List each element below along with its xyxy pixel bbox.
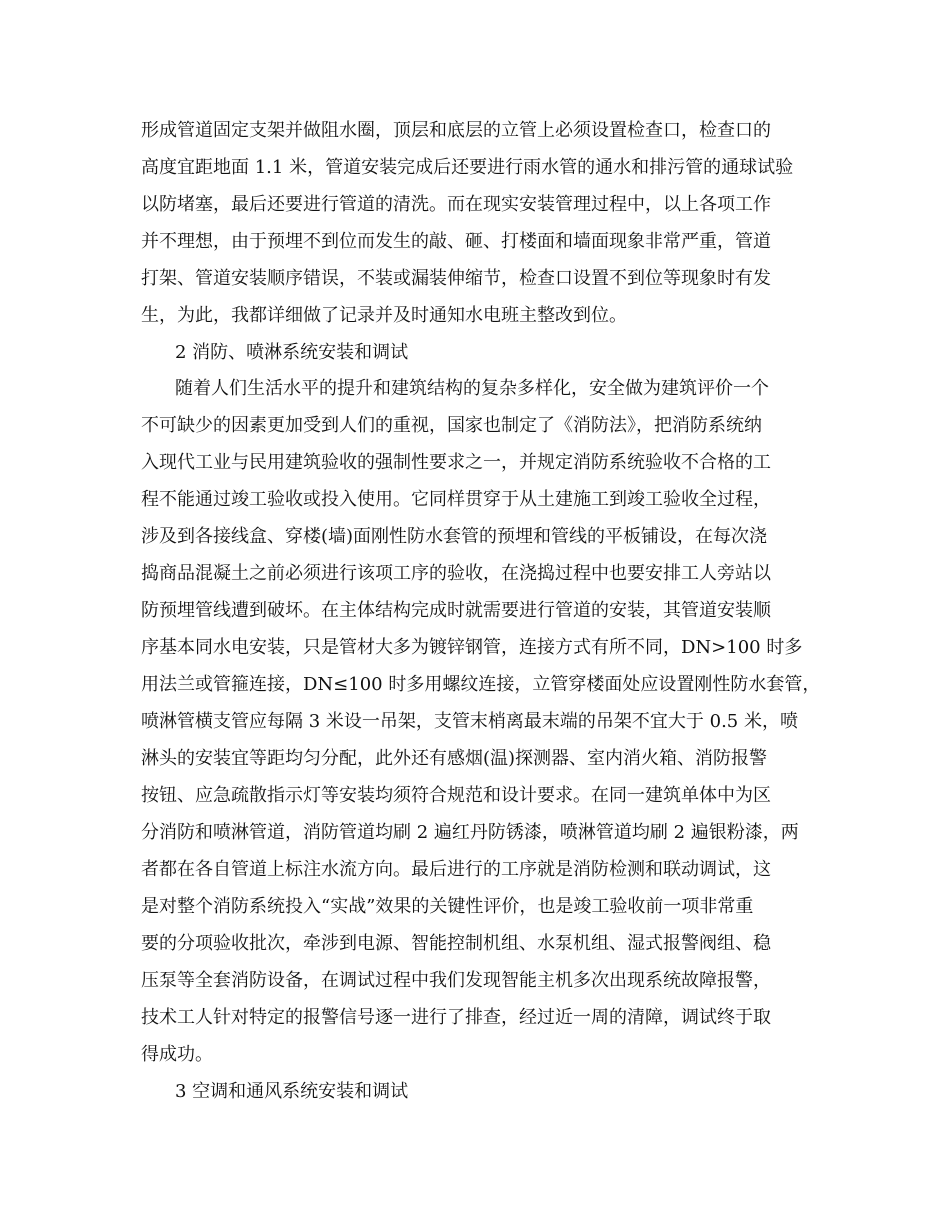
paragraph-line: 不可缺少的因素更加受到人们的重视，国家也制定了《消防法》，把消防系统纳 xyxy=(141,415,762,436)
paragraph-line: 用法兰或管箍连接，DN≤100 时多用螺纹连接，立管穿楼面处应设置刚性防水套管， xyxy=(141,674,821,695)
paragraph-line: 者都在各自管道上标注水流方向。最后进行的工序就是消防检测和联动调试，这 xyxy=(141,859,771,880)
paragraph-line: 捣商品混凝土之前必须进行该项工序的验收，在浇捣过程中也要安排工人旁站以 xyxy=(141,563,771,584)
paragraph-line: 得成功。 xyxy=(141,1044,213,1065)
section-heading: 3 空调和通风系统安装和调试 xyxy=(175,1081,409,1102)
paragraph-line: 涉及到各接线盒、穿楼(墙)面刚性防水套管的预埋和管线的平板铺设，在每次浇 xyxy=(141,526,768,547)
paragraph-line: 按钮、应急疏散指示灯等安装均须符合规范和设计要求。在同一建筑单体中为区 xyxy=(141,785,771,806)
paragraph-line: 淋头的安装宜等距均匀分配，此外还有感烟(温)探测器、室内消火箱、消防报警 xyxy=(141,748,768,769)
paragraph-line: 生，为此，我都详细做了记录并及时通知水电班主整改到位。 xyxy=(141,305,627,326)
paragraph-line: 喷淋管横支管应每隔 3 米设一吊架，支管末梢离最末端的吊架不宜大于 0.5 米，喷 xyxy=(141,711,798,732)
paragraph-line: 分消防和喷淋管道，消防管道均刷 2 遍红丹防锈漆，喷淋管道均刷 2 遍银粉漆，两 xyxy=(141,822,799,843)
paragraph-line: 形成管道固定支架并做阻水圈，顶层和底层的立管上必须设置检查口，检查口的 xyxy=(141,120,771,141)
paragraph-line: 以防堵塞，最后还要进行管道的清洗。而在现实安装管理过程中，以上各项工作 xyxy=(141,194,771,215)
paragraph-line: 序基本同水电安装，只是管材大多为镀锌钢管，连接方式有所不同，DN>100 时多 xyxy=(141,637,803,658)
paragraph-line: 技术工人针对特定的报警信号逐一进行了排查，经过近一周的清障，调试终于取 xyxy=(141,1007,771,1028)
paragraph-line: 要的分项验收批次，牵涉到电源、智能控制机组、水泵机组、湿式报警阀组、稳 xyxy=(141,933,771,954)
paragraph-line: 入现代工业与民用建筑验收的强制性要求之一，并规定消防系统验收不合格的工 xyxy=(141,452,771,473)
paragraph-line: 程不能通过竣工验收或投入使用。它同样贯穿于从土建施工到竣工验收全过程， xyxy=(141,489,771,510)
paragraph-line: 高度宜距地面 1.1 米，管道安装完成后还要进行雨水管的通水和排污管的通球试验 xyxy=(141,157,794,178)
paragraph-line: 随着人们生活水平的提升和建筑结构的复杂多样化，安全做为建筑评价一个 xyxy=(175,378,769,399)
paragraph-line: 防预埋管线遭到破坏。在主体结构完成时就需要进行管道的安装，其管道安装顺 xyxy=(141,600,771,621)
section-heading: 2 消防、喷淋系统安装和调试 xyxy=(175,342,409,363)
paragraph-line: 压泵等全套消防设备，在调试过程中我们发现智能主机多次出现系统故障报警， xyxy=(141,970,771,991)
paragraph-line: 打架、管道安装顺序错误，不装或漏装伸缩节，检查口设置不到位等现象时有发 xyxy=(141,268,771,289)
paragraph-line: 并不理想，由于预埋不到位而发生的敲、砸、打楼面和墙面现象非常严重，管道 xyxy=(141,231,771,252)
paragraph-line: 是对整个消防系统投入“实战”效果的关键性评价，也是竣工验收前一项非常重 xyxy=(141,896,754,917)
